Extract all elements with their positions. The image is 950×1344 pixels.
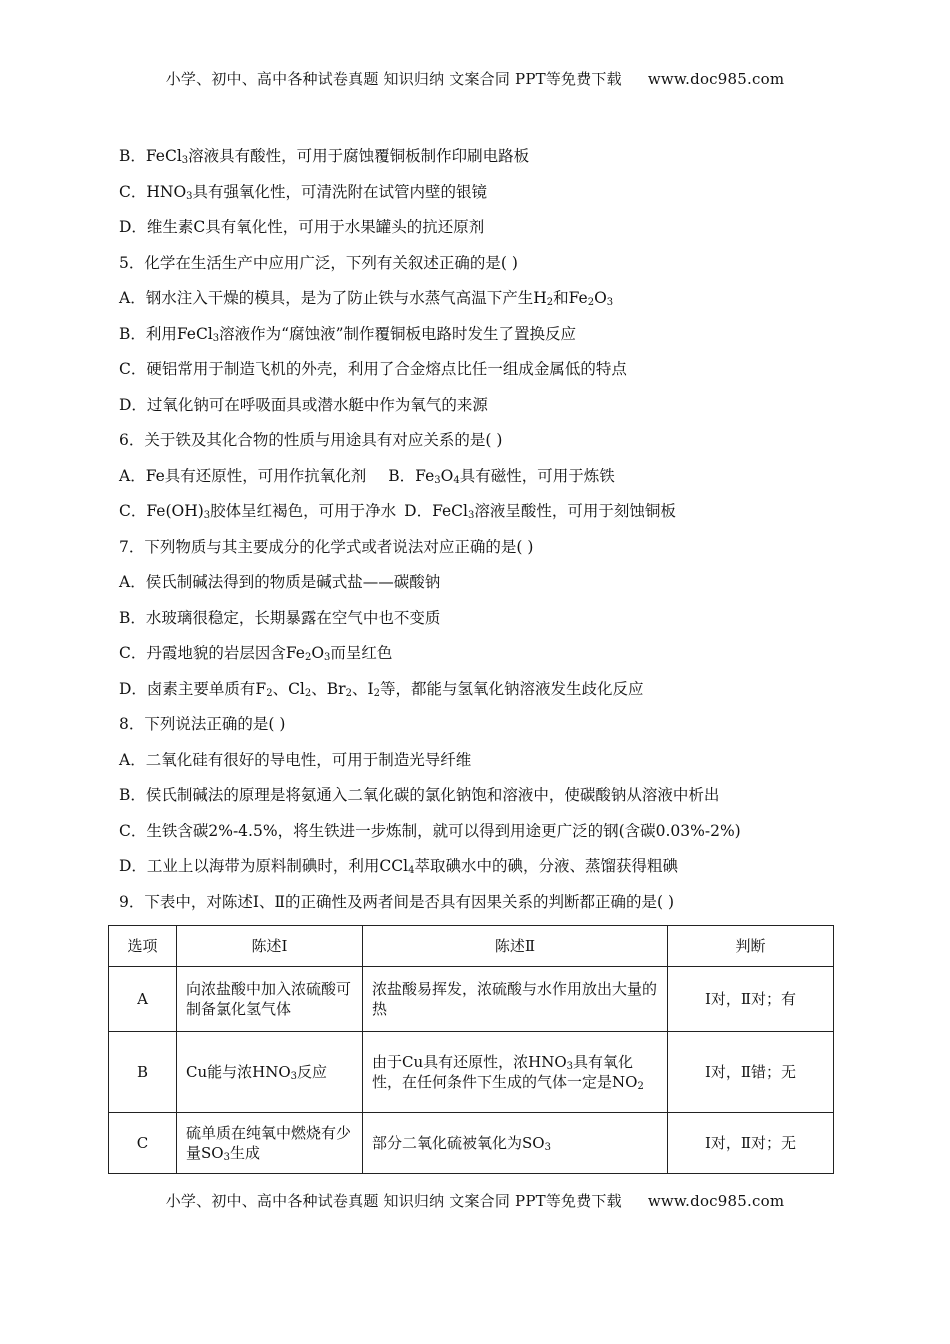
q5-option-c: C．硬铝常用于制造飞机的外壳，利用了合金熔点比任一组成金属低的特点 (119, 360, 627, 378)
header-statement-1: 陈述Ⅰ (177, 926, 363, 967)
row-judgment: Ⅰ对，Ⅱ对；无 (668, 1113, 834, 1174)
q6-option-a: A．Fe具有还原性，可用作抗氧化剂 (119, 466, 367, 485)
q7-option-d: D．卤素主要单质有$F_2$、$Cl_2$、$Br_2$、$I_2$等，都能与氢氧化钠溶液发生歧化反应 (119, 679, 644, 699)
q8-stem: 8．下列说法正确的是( ) (119, 715, 286, 733)
row-statement-2: 由于Cu具有还原性，浓$HNO_3$具有氧化性，在任何条件下生成的气体一定是$NO_2$ (363, 1032, 668, 1113)
row-option: A (109, 967, 177, 1032)
q6-options-ab: A．Fe具有还原性，可用作抗氧化剂 B．$Fe_3O_4$具有磁性，可用于炼铁 (119, 466, 615, 486)
q9-stem: 9．下表中，对陈述Ⅰ、Ⅱ的正确性及两者间是否具有因果关系的判断都正确的是( ) (119, 892, 675, 911)
row-statement-1: Cu能与浓$HNO_3$反应 (177, 1032, 363, 1113)
row-option: C (109, 1113, 177, 1174)
header-statement-2: 陈述Ⅱ (363, 926, 668, 967)
q7-option-c: C．丹霞地貌的岩层因含$Fe_2O_3$而呈红色 (119, 644, 393, 663)
q4-option-c: C．$HNO_3$具有强氧化性，可清洗附在试管内壁的银镜 (119, 182, 488, 202)
q4-option-d: D．维生素C具有氧化性，可用于水果罐头的抗还原剂 (119, 218, 485, 236)
q8-option-c: C．生铁含碳2%-4.5%，将生铁进一步炼制，就可以得到用途更广泛的钢(含碳0.03%-2%) (119, 821, 741, 840)
q5-stem: 5．化学在生活生产中应用广泛，下列有关叙述正确的是( ) (119, 253, 518, 272)
q5-option-d: D．过氧化钠可在呼吸面具或潜水艇中作为氧气的来源 (119, 395, 488, 414)
question-content (119, 144, 839, 925)
footer-site: www.doc985.com (647, 1192, 785, 1210)
row-statement-2: 部分二氧化硫被氧化为$SO_3$ (363, 1113, 668, 1174)
q7-stem: 7．下列物质与其主要成分的化学式或者说法对应正确的是( ) (119, 537, 534, 556)
q8-option-d: D．工业上以海带为原料制碘时，利用CCl$_4$萃取碘水中的碘，分液、蒸馏获得粗碘 (119, 857, 678, 876)
q5-option-b: B．利用FeCl$_3$溶液作为“腐蚀液”制作覆铜板电路时发生了置换反应 (119, 324, 577, 344)
row-option: B (109, 1032, 177, 1113)
table-row (109, 967, 834, 1032)
q8-option-b: B．侯氏制碱法的原理是将氨通入二氧化碳的氯化钠饱和溶液中，使碳酸钠从溶液中析出 (119, 786, 720, 804)
table-row (109, 1032, 834, 1113)
q5-option-a: A．钢水注入干燥的模具，是为了防止铁与水蒸气高温下产生$H_2$和$Fe_2O_3$ (119, 289, 614, 308)
page-header (0, 68, 950, 89)
header-site: www.doc985.com (647, 70, 785, 88)
q8-option-a: A．二氧化硅有很好的导电性，可用于制造光导纤维 (119, 750, 472, 769)
q7-option-a: A．侯氏制碱法得到的物质是碱式盐——碳酸钠 (119, 573, 441, 591)
table-header-row (109, 926, 834, 967)
row-judgment: Ⅰ对，Ⅱ错；无 (668, 1032, 834, 1113)
q6-options-cd: C．$Fe(OH)_3$胶体呈红褐色，可用于净水 D．FeCl$_3$溶液呈酸性，可用于刻蚀铜板 (119, 502, 676, 521)
header-judgment: 判断 (668, 926, 834, 967)
q6-stem: 6．关于铁及其化合物的性质与用途具有对应关系的是( ) (119, 431, 503, 449)
q4-option-b: B．FeCl$_3$溶液具有酸性，可用于腐蚀覆铜板制作印刷电路板 (119, 147, 530, 166)
row-statement-1: 硫单质在纯氧中燃烧有少量$SO_3$生成 (177, 1113, 363, 1174)
header-option: 选项 (109, 926, 177, 967)
row-statement-2: 浓盐酸易挥发，浓硫酸与水作用放出大量的热 (363, 967, 668, 1032)
footer-text: 小学、初中、高中各种试卷真题 知识归纳 文案合同 PPT等免费下载 (165, 1192, 622, 1210)
q9-table (108, 925, 834, 1174)
page-footer (0, 1190, 950, 1211)
q7-option-b: B．水玻璃很稳定，长期暴露在空气中也不变质 (119, 608, 441, 627)
table-row (109, 1113, 834, 1174)
header-text: 小学、初中、高中各种试卷真题 知识归纳 文案合同 PPT等免费下载 (165, 70, 622, 88)
row-statement-1: 向浓盐酸中加入浓硫酸可制备氯化氢气体 (177, 967, 363, 1032)
row-judgment: Ⅰ对，Ⅱ对；有 (668, 967, 834, 1032)
